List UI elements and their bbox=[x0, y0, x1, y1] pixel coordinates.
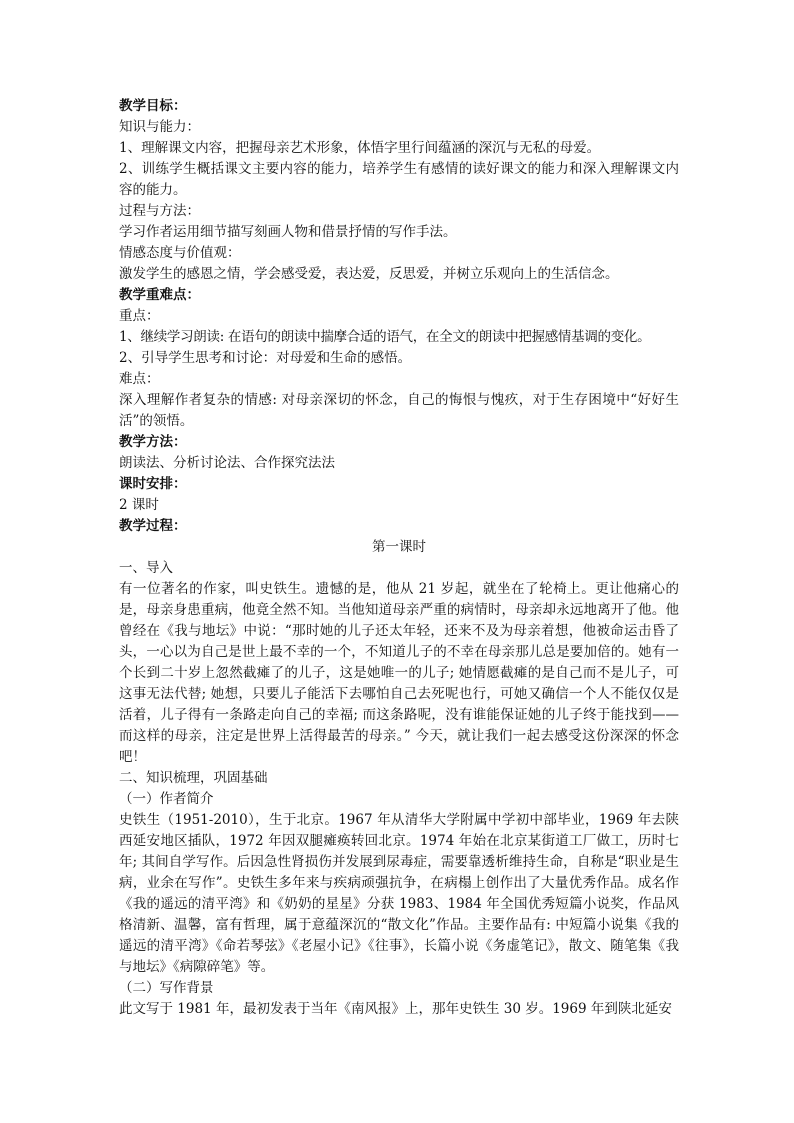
lesson-one-title: 第一课时 bbox=[372, 539, 426, 555]
goal-item-2: 2、训练学生概括课文主要内容的能力，培养学生有感情的读好课文的能力和深入理解课文内容的能力。 bbox=[119, 161, 679, 198]
emotion-values-text: 激发学生的感恩之情，学会感受爱，表达爱，反思爱，并树立乐观向上的生活信念。 bbox=[119, 266, 619, 282]
subsection-author-intro: （一）作者简介 bbox=[119, 791, 214, 807]
introduction-paragraph: 有一位著名的作家，叫史铁生。遗憾的是，他从 21 岁起，就坐在了轮椅上。更让他痛心的是，母亲身患重病，他竟全然不知。当他知道母亲严重的病情时，母亲却永远地离开了他。他曾经在《我与地坛》中说：“那时她的儿子还太年轻，还来不及为母亲着想，他被命运击昏了头，一心以为自己是世上最不幸的一个，不知道儿子的不幸在母亲那儿总是要加倍的。她有一个长到二十岁上忽然截瘫了的儿子，这是她唯一的儿子; 她情愿截瘫的是自己而不是儿子，可这事无法代替; 她想，只要儿子能活下去哪怕自己去死呢也行，可她又确信一个人不能仅仅是活着，儿子得有一条路走向自己的幸福; 而这条路呢，没有谁能保证她的儿子终于能找到——而这样的母亲，注定是世界上活得最苦的母亲。” 今天，就让我们一起去感受这份深深的怀念吧！ bbox=[119, 581, 679, 765]
difficulty-text: 深入理解作者复杂的情感: 对母亲深切的怀念，自己的悔恨与愧疚，对于生存困境中“好好生活”的领悟。 bbox=[119, 392, 679, 429]
key-point-1: 1、继续学习朗读: 在语句的朗读中揣摩合适的语气，在全文的朗读中把握感情基调的变化。 bbox=[119, 329, 651, 345]
class-schedule-text: 2 课时 bbox=[119, 497, 159, 513]
label-knowledge-ability: 知识与能力： bbox=[119, 119, 200, 135]
section-introduction: 一、导入 bbox=[119, 560, 173, 576]
section-knowledge-review: 二、知识梳理，巩固基础 bbox=[119, 770, 268, 786]
author-biography-paragraph: 史铁生（1951-2010），生于北京。1967 年从清华大学附属中学初中部毕业，1969 年去陕西延安地区插队，1972 年因双腿瘫痪转回北京。1974 年始在北京某街道工厂做工，历时七年; 其间自学写作。后因急性肾损伤并发展到尿毒症，需要靠透析维持生命，自称是“职业是生病，业余在写作”。史铁生多年来与疾病顽强抗争，在病榻上创作出了大量优秀作品。成名作《我的遥远的清平湾》和《奶奶的星星》分获 1983、1984 年全国优秀短篇小说奖，作品风格清新、温馨，富有哲理，属于意蕴深沉的“散文化”作品。主要作品有: 中短篇小说集《我的遥远的清平湾》《命若琴弦》《老屋小记》《往事》，长篇小说《务虚笔记》，散文、随笔集《我与地坛》《病隙碎笔》等。 bbox=[119, 812, 679, 975]
goal-item-1: 1、理解课文内容，把握母亲艺术形象，体悟字里行间蕴涵的深沉与无私的母爱。 bbox=[119, 140, 601, 156]
label-process-method: 过程与方法： bbox=[119, 203, 200, 219]
teaching-methods-text: 朗读法、分析讨论法、合作探究法法 bbox=[119, 455, 335, 471]
heading-teaching-process: 教学过程： bbox=[119, 518, 187, 534]
heading-class-schedule: 课时安排： bbox=[119, 476, 187, 492]
label-key-points: 重点： bbox=[119, 308, 160, 324]
label-emotion-values: 情感态度与价值观： bbox=[119, 245, 241, 261]
subsection-writing-background: （二）写作背景 bbox=[119, 980, 214, 996]
heading-key-difficulties: 教学重难点： bbox=[119, 287, 200, 303]
label-difficulty: 难点： bbox=[119, 371, 160, 387]
heading-teaching-goals: 教学目标： bbox=[119, 98, 187, 114]
document-page bbox=[119, 96, 679, 1020]
background-paragraph-start: 此文写于 1981 年，最初发表于当年《南风报》上，那年史铁生 30 岁。1969 年到陕北延安 bbox=[119, 1001, 672, 1017]
process-method-text: 学习作者运用细节描写刻画人物和借景抒情的写作手法。 bbox=[119, 224, 457, 240]
heading-teaching-methods: 教学方法： bbox=[119, 434, 187, 450]
key-point-2: 2、引导学生思考和讨论：对母爱和生命的感悟。 bbox=[119, 350, 412, 366]
